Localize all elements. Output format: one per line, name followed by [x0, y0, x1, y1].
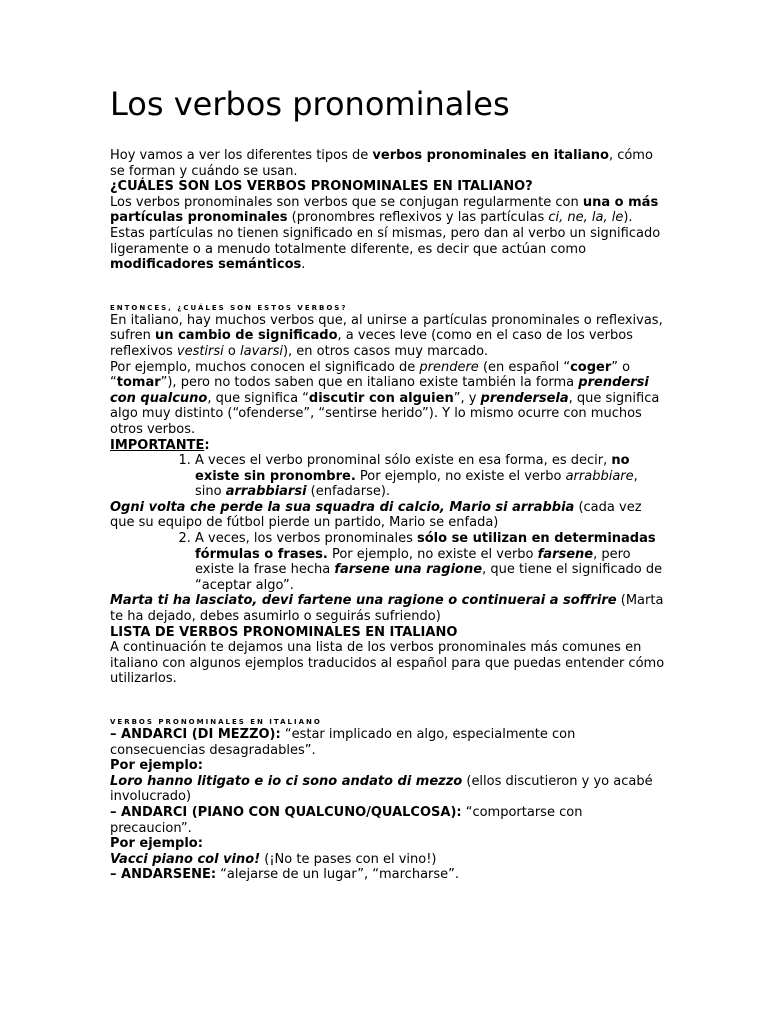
subheading-verbos: VERBOS PRONOMINALES EN ITALIANO	[110, 718, 322, 726]
example-label: Por ejemplo:	[110, 836, 203, 852]
page-title: Los verbos pronominales	[110, 85, 510, 123]
example-label: Por ejemplo:	[110, 758, 203, 774]
list-item: 2. A veces, los verbos pronominales sólo se utilizan en determinadas fórmulas o frases. Por ejemplo, no existe el verbo farsene, pero existe la frase hecha farsene una ragione, que tiene el significado de “aceptar algo”.	[195, 531, 665, 593]
example-sentence: Vacci piano col vino! (¡No te pases con el vino!)	[110, 851, 437, 867]
example-sentence: Loro hanno litigato e io ci sono andato di mezzo (ellos discutieron y yo acabé involucrado)	[110, 773, 653, 805]
lista-intro-paragraph: A continuación te dejamos una lista de los verbos pronominales más comunes en italiano con algunos ejemplos traducidos al español para que puedas entender cómo utilizarlos.	[110, 640, 665, 687]
particles-paragraph: Estas partículas no tienen significado en sí mismas, pero dan al verbo un significado ligeramente o a menudo totalmente diferente, es decir que actúan como modificadores semánticos.	[110, 225, 661, 273]
verb-entry: – ANDARCI (PIANO CON QUALCUNO/QUALCOSA): “comportarse con precaucion”.	[110, 804, 583, 836]
section-question: ¿CUÁLES SON LOS VERBOS PRONOMINALES EN ITALIANO?	[110, 179, 533, 195]
example-sentence: Marta ti ha lasciato, devi fartene una ragione o continuerai a soffrire (Marta te ha dejado, debes asumirlo o seguirás sufriendo)	[110, 593, 664, 625]
intro-paragraph: Hoy vamos a ver los diferentes tipos de verbos pronominales en italiano, cómo se forman y cuándo se usan.	[110, 148, 653, 179]
document-content	[110, 84, 665, 883]
important-list-2	[110, 531, 665, 593]
verb-entry: – ANDARSENE: “alejarse de un lugar”, “marcharse”.	[110, 867, 460, 883]
definition-paragraph: Los verbos pronominales son verbos que se conjugan regularmente con una o más partículas pronominales (pronombres reflexivos y las partículas ci, ne, la, le).	[110, 194, 659, 226]
important-list-1	[110, 453, 665, 500]
prendere-paragraph: Por ejemplo, muchos conocen el significado de prendere (en español “coger” o “tomar”), pero no todos saben que en italiano existe también la forma prendersi con qualcuno, que significa “discutir con alguien”, y prendersela, que significa algo muy distinto (“ofenderse”, “sentirse herido”). Y lo mismo ocurre con muchos otros verbos.	[110, 359, 660, 437]
lista-heading: LISTA DE VERBOS PRONOMINALES EN ITALIANO	[110, 624, 458, 640]
importante-heading: IMPORTANTE:	[110, 437, 210, 453]
meaning-change-paragraph: En italiano, hay muchos verbos que, al unirse a partículas pronominales o reflexivas, sufren un cambio de significado, a veces leve (como en el caso de los verbos reflexivos vestirsi o lavarsi), en otros casos muy marcado.	[110, 312, 663, 359]
subheading-entonces: ENTONCES, ¿CUÁLES SON ESTOS VERBOS?	[110, 303, 348, 312]
example-sentence: Ogni volta che perde la sua squadra di calcio, Mario si arrabbia (cada vez que su equipo de fútbol pierde un partido, Mario se enfada)	[110, 499, 642, 531]
verb-entry: – ANDARCI (DI MEZZO): “estar implicado en algo, especialmente con consecuencias desagradables”.	[110, 727, 576, 758]
list-item: 1. A veces el verbo pronominal sólo existe en esa forma, es decir, no existe sin pronombre. Por ejemplo, no existe el verbo arrabbiare, sino arrabbiarsi (enfadarse).	[195, 453, 665, 500]
